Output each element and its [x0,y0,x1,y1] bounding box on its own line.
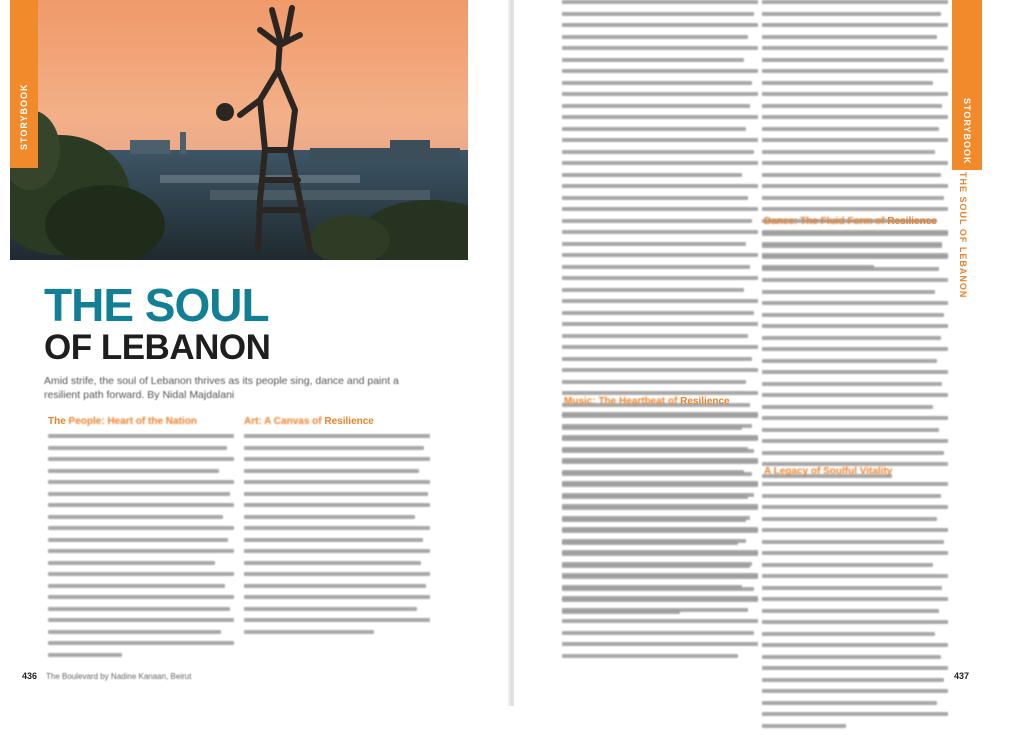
section-label-right: STORYBOOK [962,98,972,165]
hero-photo [10,0,468,260]
article-title-line1: THE SOUL [44,279,269,331]
subhead-legacy [764,466,892,477]
subhead-people [48,416,197,427]
body-column-1 [48,434,234,664]
body-column-4b [762,232,948,485]
body-column-4c [762,482,948,735]
subhead-people-b: People: Heart of the Nation [65,416,197,427]
beirut-sculpture-image [10,0,468,260]
subhead-art-b: Resilience [324,416,374,427]
left-page [0,0,510,706]
page-number-left: 436 [22,671,38,681]
subhead-people-a: The [48,416,66,427]
body-column-2 [244,434,430,641]
photo-credit: The Boulevard by Nadine Kanaan, Beirut [46,672,192,681]
subhead-legacy-text: A Legacy of Soulful Vitality [764,466,893,477]
right-page [514,0,1024,706]
section-label: STORYBOOK [19,83,29,150]
subhead-art-a: Art: A Canvas of [244,416,325,427]
section-tab-right [952,0,982,170]
subhead-dance-a: Dance: The Fluid Form of [764,216,888,227]
article-label-right: THE SOUL OF LEBANON [958,172,968,299]
subhead-music-b: Resilience [680,396,730,407]
body-column-3b [562,412,758,665]
page-number-right: 437 [954,671,970,681]
subhead-dance-b: Resilience [887,216,937,227]
article-intro: Amid strife, the soul of Lebanon thrives as its people sing, dance and paint a resilient path forward. By Nidal Majdalani [44,375,399,401]
subhead-art [244,416,374,427]
subhead-music [564,396,730,407]
article-title-line2: OF LEBANON [44,328,271,367]
subhead-music-a: Music: The Heartbeat of [564,396,681,407]
section-tab [10,0,38,168]
subhead-dance [764,216,937,227]
